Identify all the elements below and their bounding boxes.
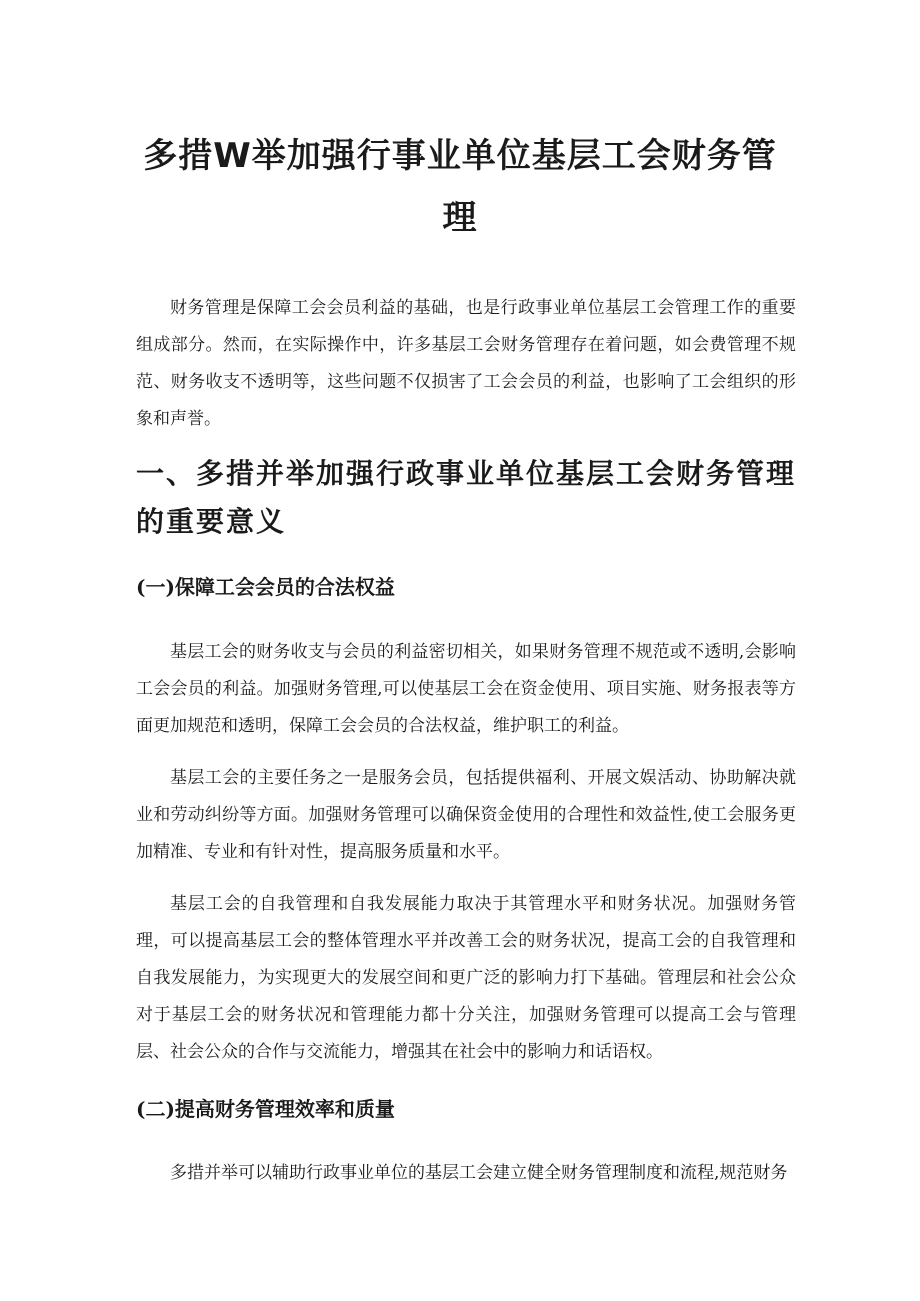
subsection-1-heading: (一)保障工会会员的合法权益: [136, 575, 395, 599]
document-title-line-1: 多措W举加强行事业单位基层工会财务管: [143, 136, 777, 176]
document-title-line-2: 理: [442, 198, 478, 238]
subsection-1-paragraph-3: 基层工会的自我管理和自我发展能力取决于其管理水平和财务状况。加强财务管理，可以提高基层工会的整体管理水平并改善工会的财务状况，提高工会的自我管理和自我发展能力，为实现更大的发展空间和更广泛的影响力打下基础。管理层和社会公众对于基层工会的财务状况和管理能力都十分关注，加强财务管理可以提高工会与管理层、社会公众的合作与交流能力，增强其在社会中的影响力和话语权。: [136, 894, 796, 1062]
intro-paragraph: 财务管理是保障工会会员利益的基础，也是行政事业单位基层工会管理工作的重要组成部分。然而，在实际操作中，许多基层工会财务管理存在着问题，如会费管理不规范、财务收支不透明等，这些问题不仅损害了工会会员的利益，也影响了工会组织的形象和声誉。: [136, 298, 796, 429]
subsection-1-paragraph-1: 基层工会的财务收支与会员的利益密切相关，如果财务管理不规范或不透明,会影响工会会员的利益。加强财务管理,可以使基层工会在资金使用、项目实施、财务报表等方面更加规范和透明，保障工会会员的合法权益，维护职工的利益。: [136, 642, 796, 736]
section-1-heading: 一、多措并举加强行政事业单位基层工会财务管理的重要意义: [136, 457, 797, 538]
subsection-2-paragraph-1: 多措并举可以辅助行政事业单位的基层工会建立健全财务管理制度和流程,规范财务: [170, 1163, 788, 1183]
subsection-1-paragraph-2: 基层工会的主要任务之一是服务会员，包括提供福利、开展文娱活动、协助解决就业和劳动纠纷等方面。加强财务管理可以确保资金使用的合理性和效益性,使工会服务更加精准、专业和有针对性，提高服务质量和水平。: [136, 768, 796, 862]
subsection-2-heading: (二)提高财务管理效率和质量: [136, 1097, 395, 1121]
